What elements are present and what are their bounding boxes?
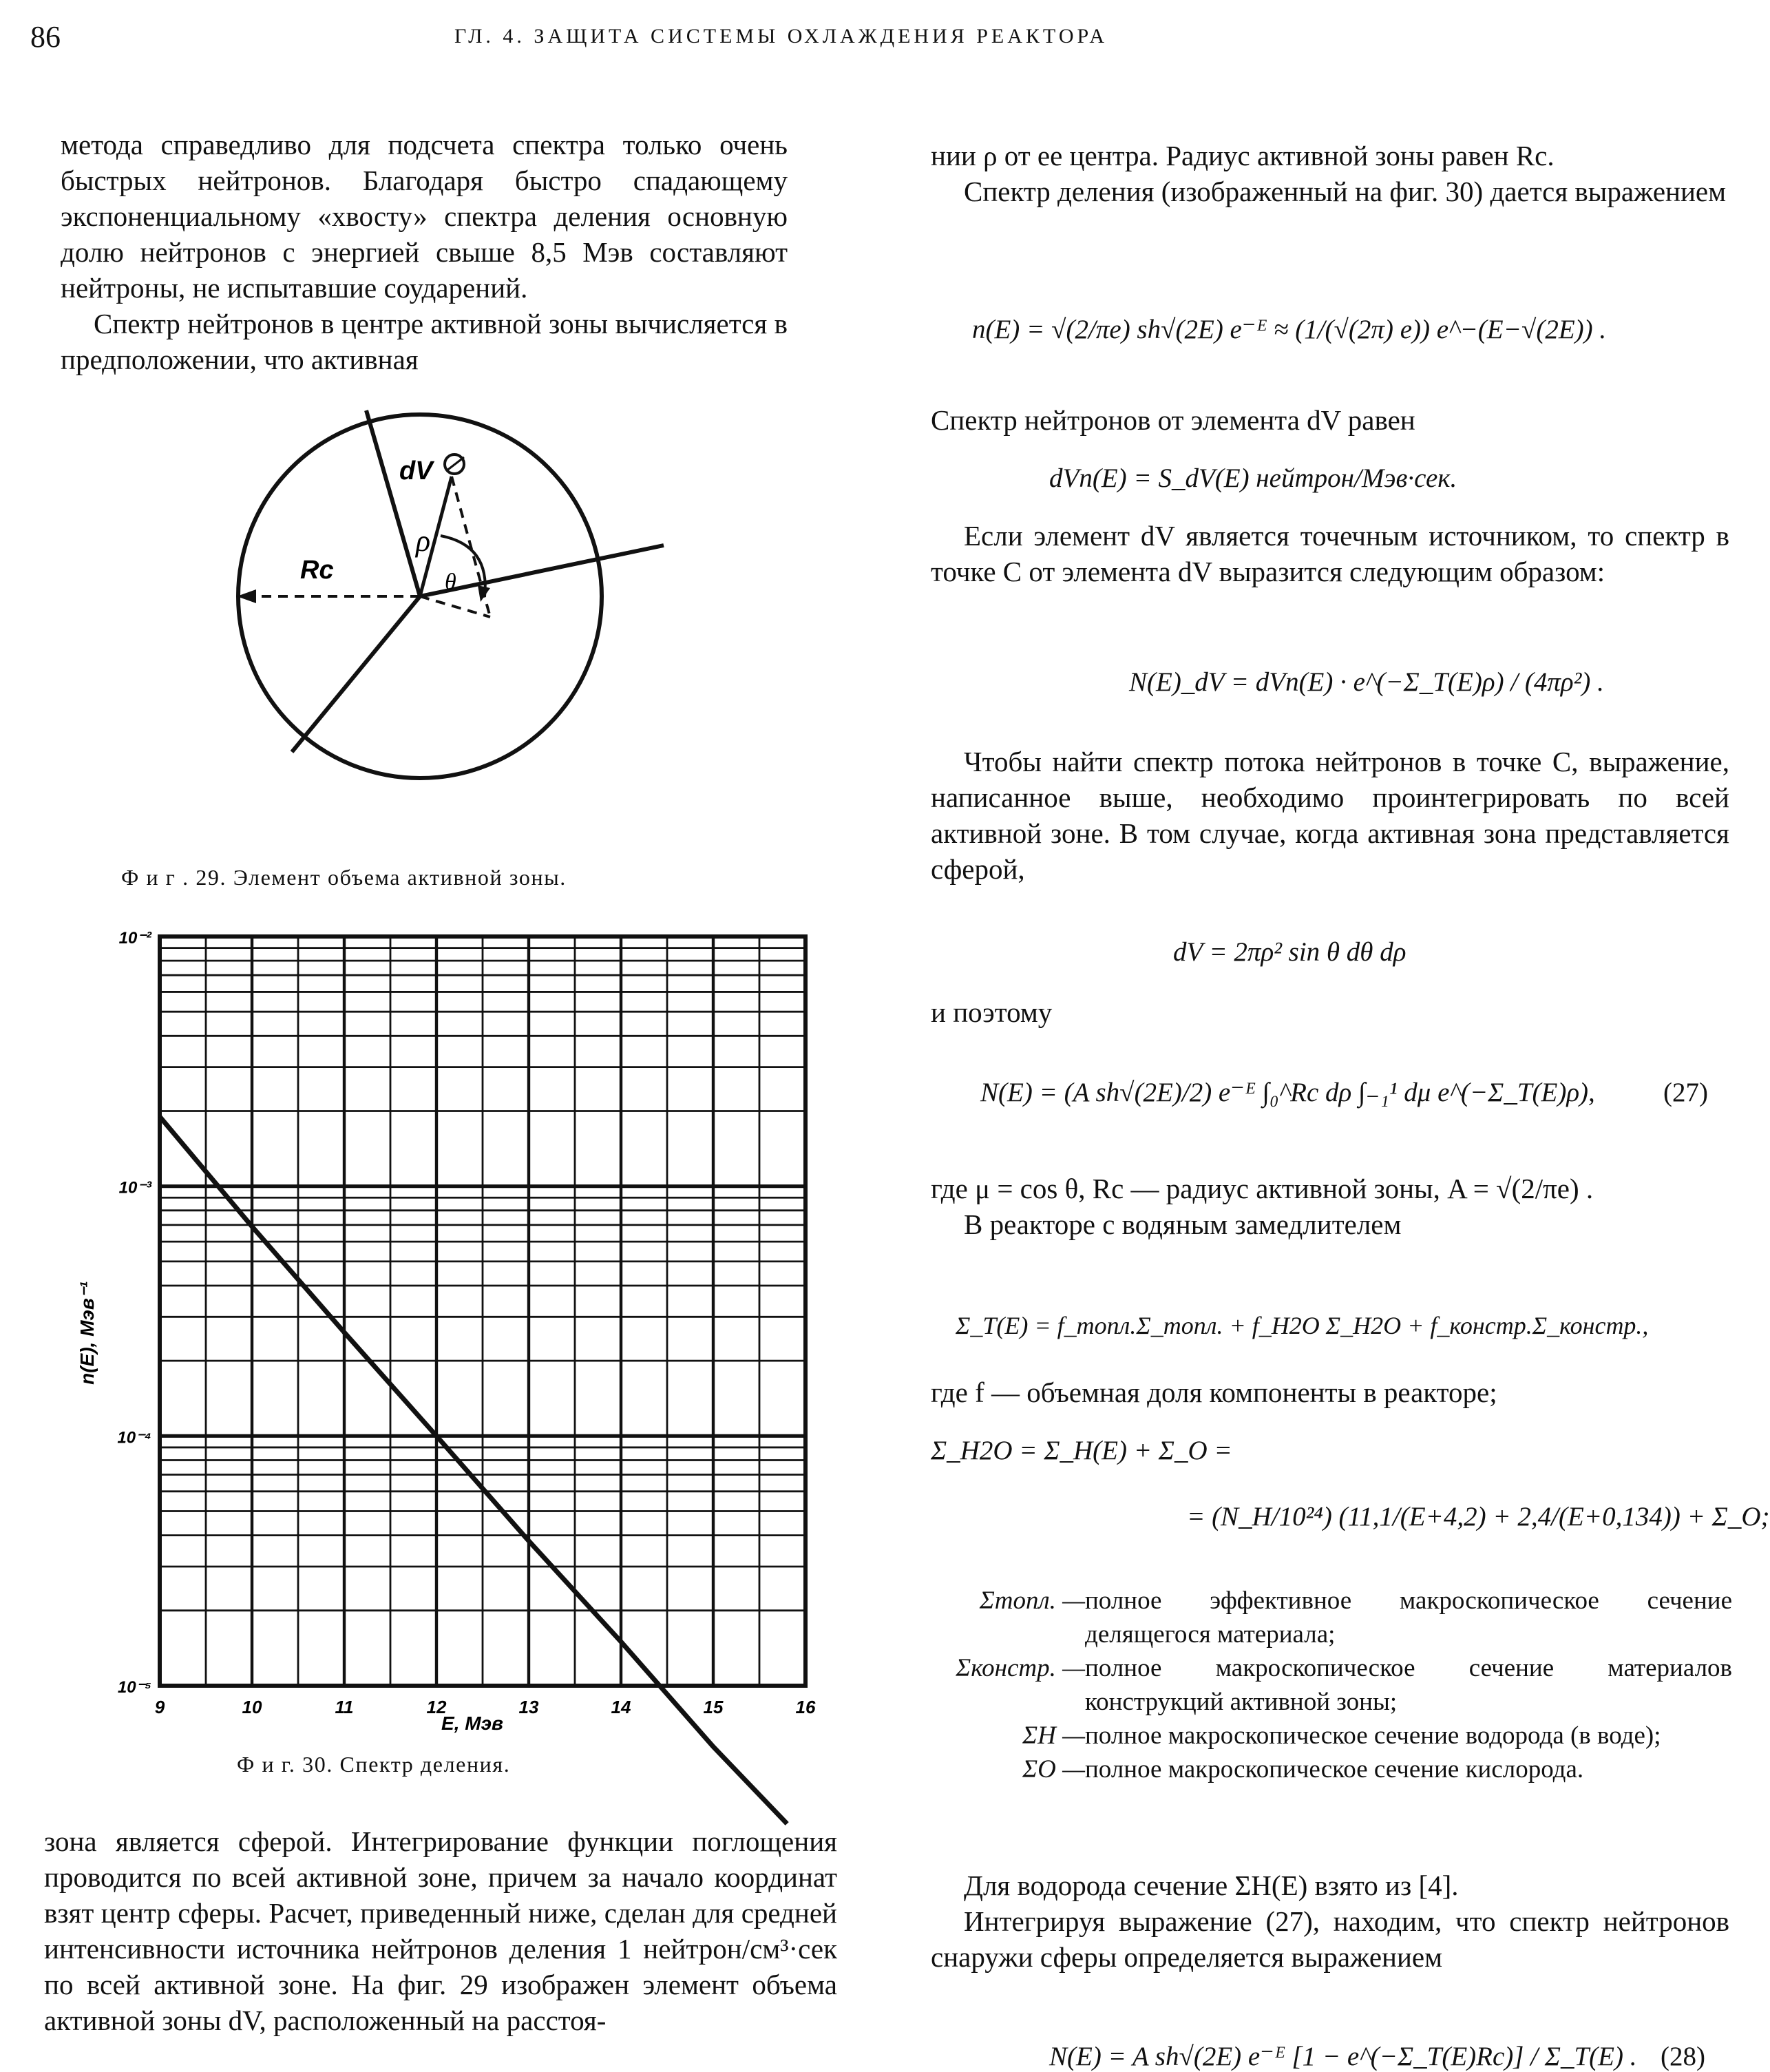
figure-29-caption: Ф и г . 29. Элемент объема активной зоны. [121,865,567,890]
x-tick-label: 16 [795,1697,816,1717]
right-text-6 [931,1171,1729,1242]
base-dashed [420,596,490,617]
right-text-8 [931,1867,1729,1975]
formula-water-cross-section-2: = (N_H/10²⁴) (11,1/(E+4,2) + 2,4/(E+0,134)) + Σ_O; [1187,1502,1770,1531]
right-text-3 [931,518,1729,589]
left-top-text [61,127,788,377]
legend-symbol: ΣO — [1022,1755,1085,1783]
legend-item [931,1651,1732,1719]
formula-27: N(E) = (A sh√(2E)/2) e⁻ᴱ ∫₀^Rc dρ ∫₋₁¹ dμ e^(−Σ_T(E)ρ), [980,1078,1595,1107]
paragraph: В реакторе с водяным замедлителем [964,1208,1402,1240]
paragraph: и поэтому [931,996,1053,1028]
formula-28-number: (28) [1661,2042,1705,2071]
legend-text: полное макроскопическое сечение материалов конструкций активной зоны; [1085,1654,1732,1716]
right-text-5 [931,994,1729,1030]
legend-item [931,1584,1732,1651]
legend-symbol: ΣH — [1022,1722,1085,1750]
paragraph: зона является сферой. Интегрирование функции поглощения проводится по всей активной зоне, причем за начало координат взят центр сферы. Расчет, приведенный ниже, сделан для средней интенсивности источника нейтронов деления 1 нейтрон/см³·сек по всей активной зоне. На фиг. 29 изображен элемент объема активной зоны dV, расположенный на расстоя- [44,1825,837,2036]
legend-text: полное эффективное макроскопическое сечение делящегося материала; [1085,1587,1732,1649]
right-text-1 [931,138,1729,209]
right-text-7 [931,1374,1729,1410]
theta-arrow-head [478,585,490,602]
x-tick-label: 9 [154,1697,165,1717]
figure-30-caption: Ф и г. 30. Спектр деления. [237,1752,511,1777]
dv-label: dV [399,457,433,485]
running-title: ГЛ. 4. ЗАЩИТА СИСТЕМЫ ОХЛАЖДЕНИЯ РЕАКТОРА [454,25,1108,48]
y-tick-label: 10⁻³ [118,1178,151,1197]
left-bottom-text [44,1823,837,2038]
y-tick-label: 10⁻² [118,929,151,948]
formula-water-cross-section-1: Σ_H2O = Σ_H(E) + Σ_O = [931,1436,1232,1465]
radius-line-lower [292,596,420,752]
figure-30-chart [55,920,826,1746]
page-number: 86 [30,20,61,54]
rho-label: ρ [416,524,431,558]
paragraph: Если элемент dV является точечным источником, то спектр в точке C от элемента dV выразится следующим образом: [931,520,1729,587]
paragraph: Спектр нейтронов от элемента dV равен [931,404,1415,436]
figure-29-diagram [220,397,647,796]
paragraph: Чтобы найти спектр потока нейтронов в точке C, выражение, написанное выше, необходимо проинтегрировать по всей активной зоне. В том случае, когда активная зона представляется сферой, [931,746,1729,885]
symbol-legend [931,1584,1732,1786]
paragraph: метода справедливо для подсчета спектра только очень быстрых нейтронов. Благодаря быстро спадающему экспоненциальному «хвосту» спектра деления основную долю нейтронов с энергией свыше 8,5 Мэв составляют нейтроны, не испытавшие соударений. [61,129,788,304]
paragraph: нии ρ от ее центра. Радиус активной зоны равен Rс. [931,140,1555,171]
rc-label: Rc [300,556,334,585]
legend-symbol: Σтопл. — [979,1587,1085,1615]
x-tick-label: 10 [242,1697,262,1717]
formula-28: N(E) = A sh√(2E) e⁻ᴱ [1 − e^(−Σ_T(E)Rc)] / Σ_T(E) . [1049,2042,1637,2071]
formula-volume-element: dV = 2πρ² sin θ dθ dρ [1173,937,1406,967]
x-tick-label: 11 [335,1697,354,1717]
paragraph: Спектр нейтронов в центре активной зоны вычисляется в предположении, что активная [61,308,788,375]
x-tick-label: 13 [518,1697,539,1717]
y-tick-label: 10⁻⁴ [117,1428,151,1447]
formula-fission-spectrum: n(E) = √(2/πe) sh√(2E) e⁻ᴱ ≈ (1/(√(2π) e)) e^−(E−√(2E)) . [972,315,1607,344]
x-tick-label: 12 [426,1697,447,1717]
legend-item [931,1719,1732,1752]
radius-line-right [420,545,664,596]
legend-symbol: Σконстр. — [956,1654,1085,1682]
y-tick-label: 10⁻⁵ [117,1678,151,1697]
right-text-2 [931,402,1729,438]
formula-point-source: N(E)_dV = dVn(E) · e^(−Σ_T(E)ρ) / (4πρ²) . [1129,667,1604,697]
legend-text: полное макроскопическое сечение кислорода. [1085,1755,1584,1783]
theta-label: θ [445,569,456,595]
legend-text: полное макроскопическое сечение водорода (в воде); [1085,1722,1661,1750]
x-tick-label: 15 [703,1697,724,1717]
paragraph: Интегрируя выражение (27), находим, что спектр нейтронов снаружи сферы определяется выражением [931,1905,1729,1973]
paragraph: Для водорода сечение ΣH(E) взято из [4]. [964,1870,1459,1901]
x-axis-label: E, Мэв [441,1713,503,1734]
formula-element-spectrum: dVn(E) = S_dV(E) нейтрон/Мэв·сек. [1049,463,1457,493]
right-text-4 [931,744,1729,887]
paragraph: где f — объемная доля компоненты в реакторе; [931,1377,1497,1408]
dv-axis-line [366,410,420,596]
formula-27-number: (27) [1663,1078,1708,1107]
y-axis-label: n(E), Мэв⁻¹ [76,1281,98,1385]
x-tick-label: 14 [611,1697,631,1717]
paragraph: Спектр деления (изображенный на фиг. 30) дается выражением [964,176,1727,207]
legend-item [931,1752,1732,1786]
paragraph: где μ = cos θ, Rс — радиус активной зоны, A = √(2/πe) . [931,1173,1594,1204]
formula-total-cross-section: Σ_T(E) = f_топл.Σ_топл. + f_H2O Σ_H2O + f_констр.Σ_констр., [956,1312,1649,1339]
